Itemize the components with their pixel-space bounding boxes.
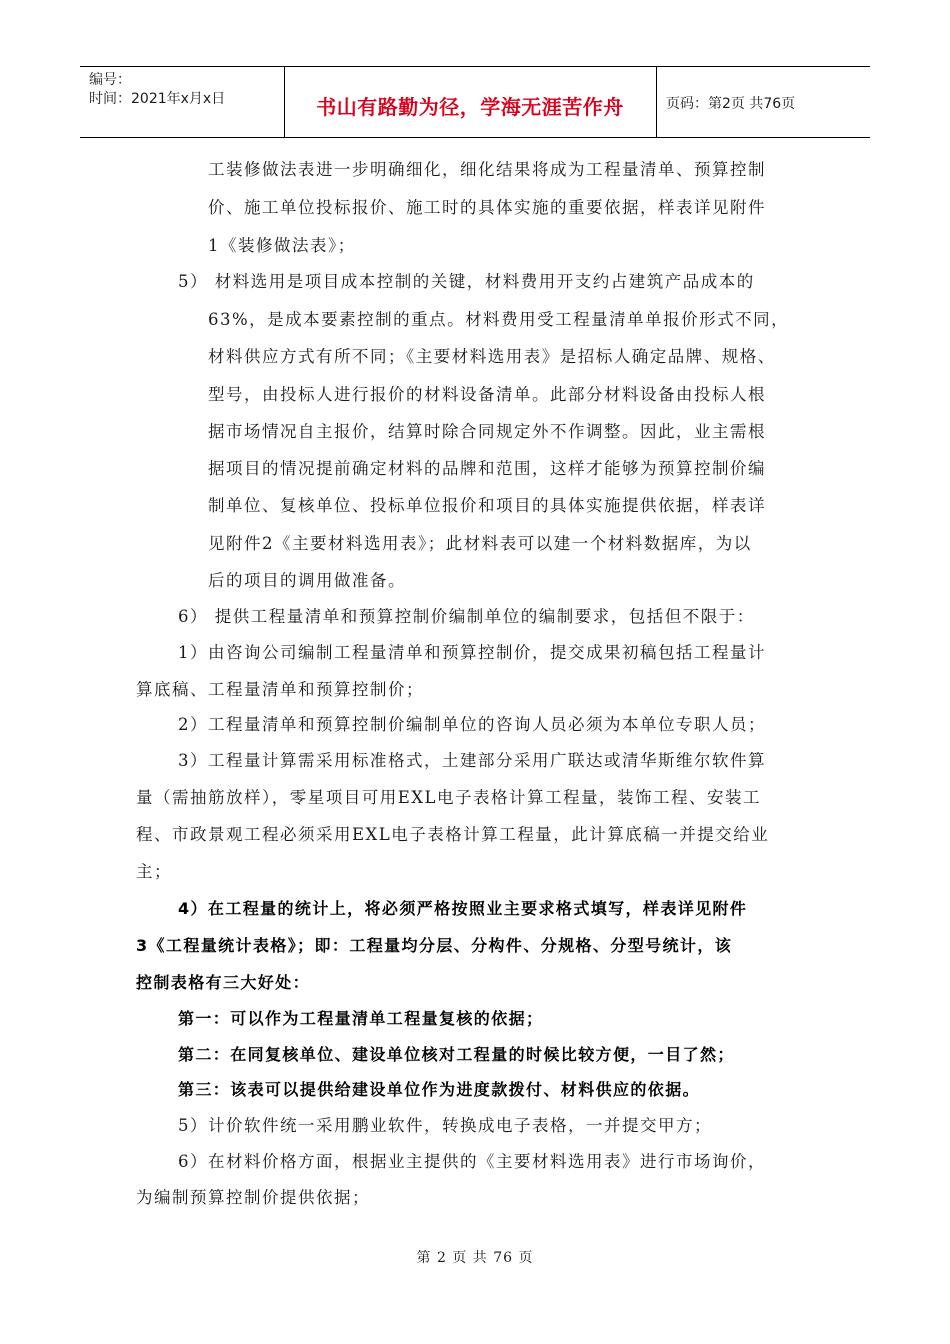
document-time-label: 时间：2021年x月x日 xyxy=(89,91,226,107)
body-line: 据市场情况自主报价，结算时除合同规定外不作调整。因此，业主需根 xyxy=(208,422,766,441)
body-line: 为编制预算控制价提供依据； xyxy=(136,1188,370,1207)
body-line: 量（需抽筋放样），零星项目可用EXL电子表格计算工程量，装饰工程、安装工 xyxy=(136,788,761,807)
body-line: 型号，由投标人进行报价的材料设备清单。此部分材料设备由投标人根 xyxy=(208,385,766,404)
body-line: 6）在材料价格方面，根据业主提供的《主要材料选用表》进行市场询价， xyxy=(178,1152,766,1171)
header-motto-cell xyxy=(284,67,657,137)
body-line: 工装修做法表进一步明确细化，细化结果将成为工程量清单、预算控制 xyxy=(208,160,766,179)
body-line: 5） 材料选用是项目成本控制的关键，材料费用开支约占建筑产品成本的 xyxy=(178,272,755,291)
body-line: 材料供应方式有所不同；《主要材料选用表》是招标人确定品牌、规格、 xyxy=(208,347,776,366)
body-line-bold: 第一：可以作为工程量清单工程量复核的依据； xyxy=(178,1009,544,1028)
header-page-number: 页码：第2页 共76页 xyxy=(666,96,796,112)
body-line: 主； xyxy=(136,862,172,881)
document-number-label: 编号： xyxy=(89,72,131,88)
body-line-bold: 4）在工程量的统计上，将必须严格按照业主要求格式填写，样表详见附件 xyxy=(178,899,748,918)
body-line: 2）工程量清单和预算控制价编制单位的咨询人员必须为本单位专职人员； xyxy=(178,715,766,734)
body-line: 算底稿、工程量清单和预算控制价； xyxy=(136,680,424,699)
body-line: 价、施工单位投标报价、施工时的具体实施的重要依据，样表详见附件 xyxy=(208,198,766,217)
page-header xyxy=(80,66,870,138)
header-motto: 书山有路勤为径，学海无涯苦作舟 xyxy=(316,95,624,119)
body-line: 3）工程量计算需采用标准格式，土建部分采用广联达或清华斯维尔软件算 xyxy=(178,751,766,770)
body-line: 63%，是成本要素控制的重点。材料费用受工程量清单单报价形式不同， xyxy=(208,310,790,329)
body-line: 程、市政景观工程必须采用EXL电子表格计算工程量，此计算底稿一并提交给业 xyxy=(136,825,770,844)
body-line: 6） 提供工程量清单和预算控制价编制单位的编制要求，包括但不限于： xyxy=(178,607,755,626)
body-line: 制单位、复核单位、投标单位报价和项目的具体实施提供依据，样表详 xyxy=(208,496,766,515)
body-line: 5）计价软件统一采用鹏业软件，转换成电子表格，一并提交甲方； xyxy=(178,1116,712,1135)
body-line-bold: 第三：该表可以提供给建设单位作为进度款拨付、材料供应的依据。 xyxy=(178,1080,701,1099)
body-line: 据项目的情况提前确定材料的品牌和范围，这样才能够为预算控制价编 xyxy=(208,459,766,478)
header-page-cell xyxy=(656,67,870,137)
body-line: 见附件2《主要材料选用表》；此材料表可以建一个材料数据库，为以 xyxy=(208,534,752,553)
body-line: 1）由咨询公司编制工程量清单和预算控制价，提交成果初稿包括工程量计 xyxy=(178,643,766,662)
page-footer: 第 2 页 共 76 页 xyxy=(416,1250,534,1266)
header-meta xyxy=(80,67,285,137)
body-line: 后的项目的调用做准备。 xyxy=(208,571,406,590)
body-line: 1《装修做法表》； xyxy=(208,236,356,255)
body-line-bold: 3《工程量统计表格》；即：工程量均分层、分构件、分规格、分型号统计，该 xyxy=(136,936,733,955)
body-line-bold: 控制表格有三大好处： xyxy=(136,973,311,992)
body-line-bold: 第二：在同复核单位、建设单位核对工程量的时候比较方便，一目了然； xyxy=(178,1045,735,1064)
